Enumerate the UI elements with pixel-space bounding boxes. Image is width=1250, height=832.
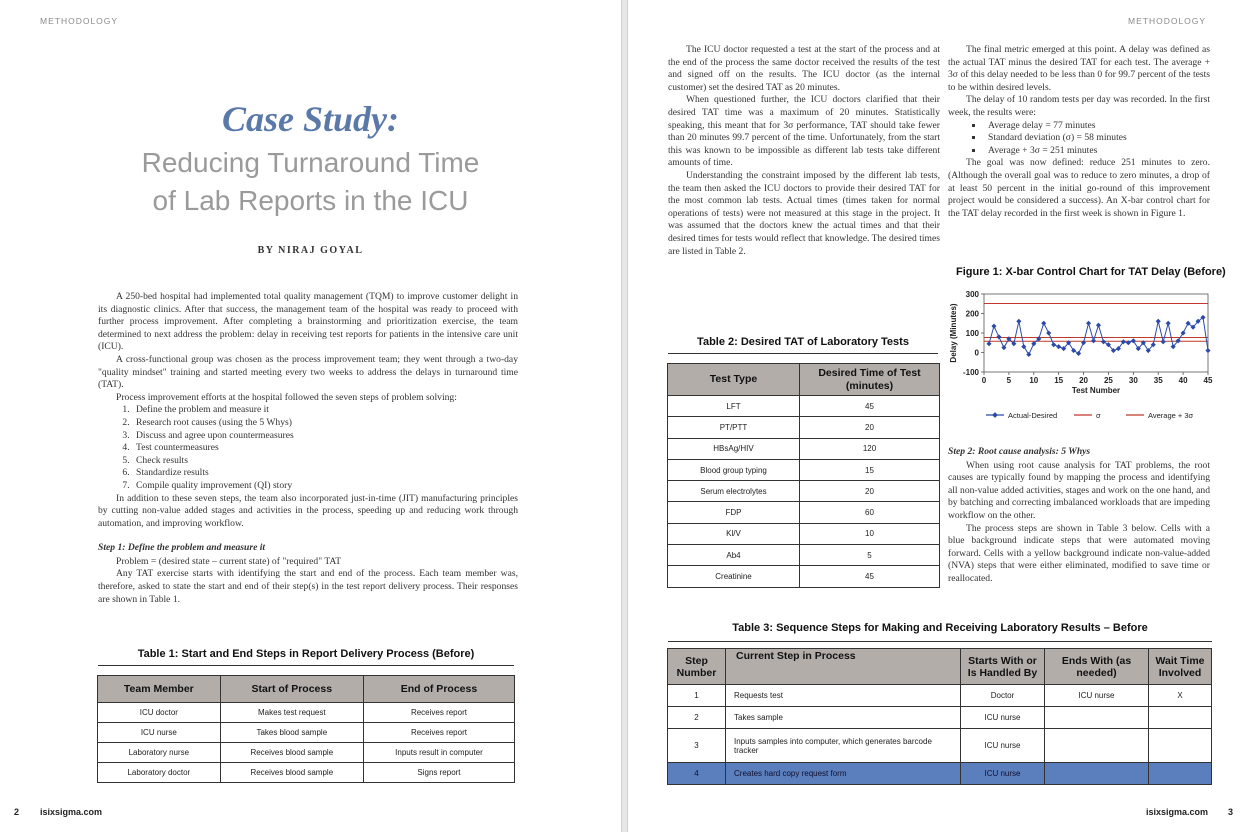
table-cell: Kl/V	[668, 523, 800, 544]
column-header: Ends With (as needed)	[1045, 649, 1149, 685]
column-header: Test Type	[668, 364, 800, 396]
table-cell: PT/PTT	[668, 417, 800, 438]
table-cell	[1045, 729, 1149, 763]
paragraph: Any TAT exercise starts with identifying the start and end of the process. Each team member was, therefore, asked to state the start and end of their step(s) in the test report delivery process. Their responses are shown in Table 1.	[98, 568, 518, 605]
x-tick-label: 10	[1029, 376, 1039, 385]
table-row-highlighted	[668, 763, 1212, 785]
legend-label: σ	[1096, 411, 1101, 420]
table-cell: 15	[800, 459, 940, 480]
table-cell: Requests test	[726, 685, 961, 707]
paragraph: Process improvement efforts at the hospital followed the seven steps of problem solving:	[116, 391, 457, 403]
table-row	[98, 723, 515, 743]
paragraph: The ICU doctor requested a test at the start of the process and at the end of the process the same doctor received the results of the test and signed off on the results. The ICU doctor (as the internal customer) set the desired TAT as 20 minutes.	[668, 44, 940, 93]
x-tick-label: 5	[1006, 376, 1012, 385]
table-2	[667, 363, 940, 588]
table3-caption: Table 3: Sequence Steps for Making and Receiving Laboratory Results – Before	[668, 622, 1212, 642]
table-cell: 3	[668, 729, 726, 763]
table-cell: ICU nurse	[1045, 685, 1149, 707]
table-cell: 60	[800, 502, 940, 523]
table-cell: Inputs samples into computer, which generates barcode tracker	[726, 729, 961, 763]
list-item: 1. Define the problem and measure it	[132, 404, 518, 417]
table-cell: Ab4	[668, 545, 800, 566]
table-cell: Inputs result in computer	[363, 743, 514, 763]
y-tick-label: -100	[962, 368, 979, 377]
x-tick-label: 0	[981, 376, 987, 385]
table-header-row	[668, 649, 1212, 685]
page-number-right: 3	[1228, 807, 1234, 817]
column-header: Team Member	[98, 676, 221, 703]
table-row	[668, 502, 940, 523]
table-cell: ICU nurse	[961, 707, 1045, 729]
xbar-control-chart	[946, 282, 1216, 430]
y-tick-label: 200	[965, 309, 979, 319]
table-cell: ICU doctor	[98, 703, 221, 723]
table-row	[668, 417, 940, 438]
section-heading: Step 1: Define the problem and measure it	[98, 542, 266, 554]
figure-1-caption: Figure 1: X-bar Control Chart for TAT Delay (Before)	[956, 266, 1226, 278]
table-cell: 45	[800, 566, 940, 587]
table-cell: 20	[800, 417, 940, 438]
table-cell: LFT	[668, 396, 800, 417]
left-body-text	[98, 291, 518, 606]
table-cell	[1045, 763, 1149, 785]
table-row	[668, 396, 940, 417]
table-cell: FDP	[668, 502, 800, 523]
page-number-left: 2	[14, 807, 20, 817]
x-tick-label: 20	[1079, 376, 1089, 385]
paragraph: When questioned further, the ICU doctors clarified that their desired TAT time was a maximum of 20 minutes. Statistically speaking, this meant that for 3σ performance, TAT should take fewer than 20 minutes 99.7 percent of the time. Unfortunately, from the start this was known to be impossible as different lab tests take different amounts of time.	[668, 94, 940, 169]
table-cell: Laboratory nurse	[98, 743, 221, 763]
table-row	[668, 707, 1212, 729]
x-tick-label: 40	[1178, 376, 1188, 385]
site-link-left[interactable]: isixsigma.com	[40, 807, 103, 817]
x-tick-label: 30	[1128, 376, 1138, 385]
legend-label: Average + 3σ	[1148, 411, 1194, 420]
table2-caption: Table 2: Desired TAT of Laboratory Tests	[668, 336, 938, 354]
article-title: Case Study:	[221, 99, 399, 139]
table-cell: ICU nurse	[98, 723, 221, 743]
table-cell: 5	[800, 545, 940, 566]
paragraph: The goal was now defined: reduce 251 minutes to zero. (Although the overall goal was to reduce to zero minutes, a drop of at least 50 percent in the initial go-round of this improvement project would be considered a success). An X-bar control chart for the TAT delay recorded in the first week is shown in Figure 1.	[948, 157, 1210, 219]
column-header: Wait Time Involved	[1149, 649, 1212, 685]
seven-steps-list	[132, 404, 518, 492]
paragraph: A cross-functional group was chosen as the process improvement team; they went through a two-day "quality mindset" training and started meeting every two weeks to address the delays in turnaround time (TAT).	[98, 353, 518, 391]
list-item: ▪ Standard deviation (σ) = 58 minutes	[984, 132, 1210, 145]
table-cell: Creates hard copy request form	[726, 763, 961, 785]
page-gutter	[621, 0, 628, 832]
table-cell: Creatinine	[668, 566, 800, 587]
running-head-right: METHODOLOGY	[1128, 16, 1207, 26]
y-tick-label: 0	[974, 348, 979, 358]
table-cell: Receives report	[363, 723, 514, 743]
list-item: ▪ Average delay = 77 minutes	[984, 120, 1210, 133]
table-cell: Laboratory doctor	[98, 763, 221, 783]
right-page	[628, 0, 1250, 832]
table-cell: 45	[800, 396, 940, 417]
right-column-1-text	[668, 44, 940, 258]
table-cell: Receives blood sample	[220, 763, 363, 783]
table-cell: ICU nurse	[961, 763, 1045, 785]
paragraph: The delay of 10 random tests per day was recorded. In the first week, the results were:	[948, 94, 1210, 118]
table-cell: 120	[800, 438, 940, 459]
column-header: End of Process	[363, 676, 514, 703]
table-cell	[1045, 707, 1149, 729]
table-cell: Makes test request	[220, 703, 363, 723]
table-row	[98, 763, 515, 783]
list-item: 4. Test countermeasures	[132, 442, 518, 455]
column-header: Starts With or Is Handled By	[961, 649, 1045, 685]
table-1	[97, 675, 515, 783]
legend-marker	[992, 412, 998, 418]
list-item: 7. Compile quality improvement (QI) story	[132, 480, 518, 493]
table-cell	[1149, 707, 1212, 729]
paragraph: The process steps are shown in Table 3 below. Cells with a blue background indicate steps that were automated moving forward. Cells with a yellow background indicate non-value-added (NVA) steps that were either eliminated, modified to save time or reallocated.	[948, 522, 1210, 584]
results-bullet-list	[984, 120, 1210, 158]
paragraph: In addition to these seven steps, the team also incorporated just-in-time (JIT) manufacturing principles by cutting non-value added stages and activities in the process, speeding up and reducing work through automation, and improving workflow.	[98, 492, 518, 529]
table-row	[98, 743, 515, 763]
table-row	[668, 481, 940, 502]
list-item: ▪ Average + 3σ = 251 minutes	[984, 145, 1210, 158]
list-item: 3. Discuss and agree upon countermeasures	[132, 430, 518, 443]
x-tick-label: 25	[1103, 376, 1113, 385]
table-cell: Blood group typing	[668, 459, 800, 480]
section-heading: Step 2: Root cause analysis: 5 Whys	[948, 446, 1091, 457]
legend-label: Actual-Desired	[1008, 411, 1058, 420]
paragraph: When using root cause analysis for TAT problems, the root causes are typically found by mapping the process and identifying all non-value added activities, stages and work on the one hand, and by batching and correcting imbalanced workloads that are impeding workflow on the other.	[948, 459, 1210, 521]
table-header-row	[668, 364, 940, 396]
table-cell: 2	[668, 707, 726, 729]
list-item: 6. Standardize results	[132, 467, 518, 480]
table-cell: Takes blood sample	[220, 723, 363, 743]
table-cell: X	[1149, 685, 1212, 707]
article-subtitle: Reducing Turnaround Time of Lab Reports in the ICU	[141, 147, 480, 216]
column-header: Current Step in Process	[726, 649, 961, 685]
x-tick-label: 15	[1054, 376, 1064, 385]
left-page	[0, 0, 621, 832]
table-row	[668, 685, 1212, 707]
x-tick-label: 35	[1153, 376, 1163, 385]
table-row	[668, 523, 940, 544]
paragraph: A 250-bed hospital had implemented total quality management (TQM) to improve customer delight in its diagnostic clinics. After that success, the management team of the hospital was ready to proceed with further process improvement. After completing a brainstorming and prioritization exercise, the team determined to next address the problem: delay in receiving test reports for patients in the intensive care unit (ICU).	[98, 291, 518, 353]
y-tick-label: 300	[965, 290, 979, 299]
column-header: Step Number	[668, 649, 726, 685]
x-tick-label: 45	[1203, 376, 1213, 385]
y-tick-label: 100	[965, 329, 979, 338]
running-head-left: METHODOLOGY	[40, 16, 119, 26]
table-row	[668, 566, 940, 587]
column-header: Start of Process	[220, 676, 363, 703]
table-cell	[1149, 763, 1212, 785]
table-cell: Receives blood sample	[220, 743, 363, 763]
table-cell	[1149, 729, 1212, 763]
table-cell: 4	[668, 763, 726, 785]
table-cell: Doctor	[961, 685, 1045, 707]
right-column-2-text	[948, 44, 1210, 220]
y-axis-label: Delay (Minutes)	[949, 303, 958, 363]
table-row	[668, 438, 940, 459]
byline: BY NIRAJ GOYAL	[257, 245, 364, 256]
table-cell: ICU nurse	[961, 729, 1045, 763]
table-row	[668, 459, 940, 480]
table-cell: Serum electrolytes	[668, 481, 800, 502]
table-cell: 10	[800, 523, 940, 544]
paragraph: Understanding the constraint imposed by the different lab tests, the team then asked the ICU doctors to provide their desired TAT for the most common lab tests. Actual times (times taken for normal operations of tests) were not measured at this stage in the project. It was assumed that the doctors knew the actual times and that their desired times for tests would reflect that knowledge. The desired times are listed in Table 2.	[668, 169, 940, 257]
right-step2-text	[948, 446, 1210, 586]
list-item: 5. Check results	[132, 455, 518, 468]
column-header: Desired Time of Test (minutes)	[800, 364, 940, 396]
table-cell: Receives report	[363, 703, 514, 723]
list-item: 2. Research root causes (using the 5 Whys)	[132, 417, 518, 430]
paragraph: The final metric emerged at this point. A delay was defined as the actual TAT minus the desired TAT for each test. The average + 3σ of this delay needed to be less than 0 for 99.7 percent of the tests to be within desired levels.	[948, 44, 1210, 93]
table-header-row	[98, 676, 515, 703]
table-row	[98, 703, 515, 723]
table-cell: HBsAg/HIV	[668, 438, 800, 459]
table-cell: 20	[800, 481, 940, 502]
table1-caption: Table 1: Start and End Steps in Report Delivery Process (Before)	[98, 648, 514, 666]
table-cell: Takes sample	[726, 707, 961, 729]
table-row	[668, 545, 940, 566]
site-link-right[interactable]: isixsigma.com	[1146, 807, 1209, 817]
table-cell: Signs report	[363, 763, 514, 783]
table-cell: 1	[668, 685, 726, 707]
problem-definition: Problem = (desired state – current state) of "required" TAT	[116, 555, 342, 567]
table-row	[668, 729, 1212, 763]
table-3	[667, 648, 1212, 785]
x-axis-label: Test Number	[1071, 386, 1121, 395]
